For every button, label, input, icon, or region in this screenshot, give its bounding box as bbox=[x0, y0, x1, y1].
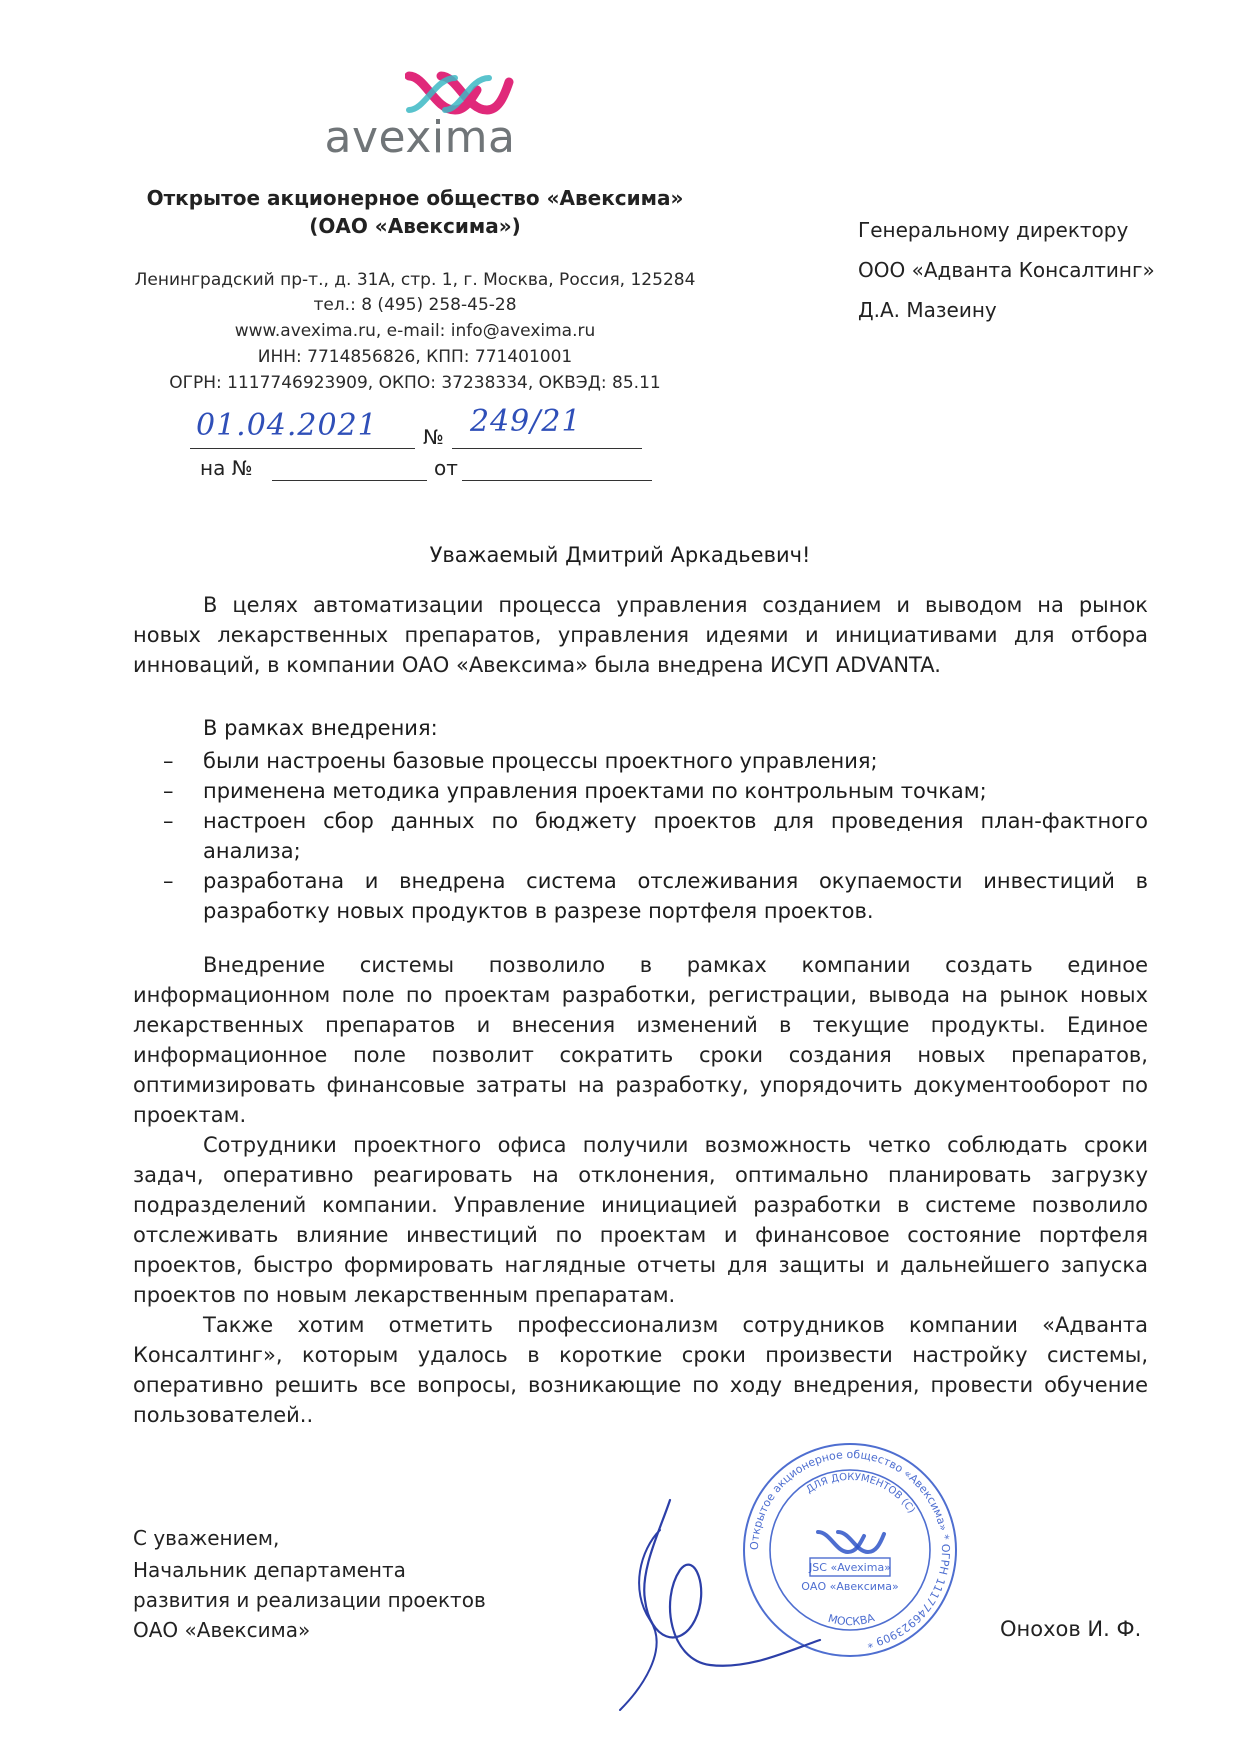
list-item: – применена методика управления проектами по контрольным точкам; bbox=[163, 779, 987, 803]
signer-title-line-2: развития и реализации проектов bbox=[133, 1588, 486, 1612]
logo-wordmark: avexima bbox=[324, 112, 516, 163]
addressee-company: ООО «Адванта Консалтинг» bbox=[858, 258, 1155, 282]
list-item: – были настроены базовые процессы проектного управления; bbox=[163, 749, 878, 773]
paragraph-3: Сотрудники проектного офиса получили возможность четко соблюдать сроки задач, оперативно реагировать на отклонения, оптимально планировать загрузку подразделений компании. Управление инициацией разработки в системе позволило отслеживать влияние инвестиций по проектам и финансовое состояние портфеля проектов, быстро формировать наглядные отчеты для защиты и дальнейшего запуска проектов по новым лекарственным препаратам. bbox=[133, 1133, 1148, 1307]
reference-label: на № bbox=[200, 456, 253, 480]
logo-mark-icon bbox=[405, 70, 515, 118]
company-phone: тел.: 8 (495) 258-45-28 bbox=[313, 295, 517, 315]
signer-name: Онохов И. Ф. bbox=[1000, 1617, 1142, 1641]
closing-regards: С уважением, bbox=[133, 1526, 280, 1550]
paragraph-2: Внедрение системы позволило в рамках компании создать единое информационном поле по проектам разработки, регистрации, вывода на рынок новых лекарственных препаратов и внесения изменений в текущие продукты. Единое информационное поле позволит сократить сроки создания новых препаратов, оптимизировать финансовые затраты на разработку, упорядочить документооборот по проектам. bbox=[133, 953, 1148, 1127]
list-item: – настроен сбор данных по бюджету проектов для проведения план-фактного анализа; bbox=[163, 809, 1148, 863]
list-item: – разработана и внедрена система отслеживания окупаемости инвестиций в разработку новых продуктов в разрезе портфеля проектов. bbox=[163, 869, 1148, 923]
paragraph-4: Также хотим отметить профессионализм сотрудников компании «Адванта Консалтинг», которым удалось в короткие сроки произвести настройку системы, оперативно решить все вопросы, возникающие по ходу внедрения, провести обучение пользователей.. bbox=[133, 1313, 1148, 1427]
signer-title-line-1: Начальник департамента bbox=[133, 1558, 406, 1582]
addressee-position: Генеральному директору bbox=[858, 218, 1129, 242]
implementation-list bbox=[133, 746, 1148, 926]
date-underline bbox=[190, 448, 415, 449]
number-label: № bbox=[423, 425, 444, 449]
svg-text:Открытое акционерное общество: Открытое акционерное общество «Авексима» * ОГРН 1117746923909 * bbox=[747, 1447, 953, 1651]
company-name: Открытое акционерное общество «Авексима» bbox=[146, 186, 684, 210]
handwritten-signature bbox=[600, 1490, 830, 1720]
reference-underline bbox=[272, 480, 427, 481]
letter-number: 249/21 bbox=[470, 404, 582, 439]
company-inn: ИНН: 7714856826, КПП: 771401001 bbox=[257, 347, 573, 367]
company-logo bbox=[310, 70, 530, 163]
company-web: www.avexima.ru, e-mail: info@avexima.ru bbox=[234, 321, 596, 341]
company-ogrn: ОГРН: 1117746923909, ОКПО: 37238334, ОКВЭД: 85.11 bbox=[169, 373, 661, 393]
svg-text:JSC «Avexima»: JSC «Avexima» bbox=[809, 1561, 891, 1574]
reference-from-label: от bbox=[434, 456, 458, 480]
addressee-name: Д.А. Мазеину bbox=[858, 298, 997, 322]
number-underline bbox=[452, 448, 642, 449]
company-short-name: (ОАО «Авексима») bbox=[309, 214, 521, 238]
signer-title-line-3: ОАО «Авексима» bbox=[133, 1618, 311, 1642]
reference-date-underline bbox=[462, 480, 652, 481]
paragraph-1: В целях автоматизации процесса управления созданием и выводом на рынок новых лекарственных препаратов, управления идеями и инициативами для отбора инноваций, в компании ОАО «Авексима» была внедрена ИСУП ADVANTA. bbox=[133, 593, 1148, 677]
greeting: Уважаемый Дмитрий Аркадьевич! bbox=[429, 543, 811, 567]
letter-date: 01.04.2021 bbox=[196, 408, 378, 443]
company-address: Ленинградский пр-т., д. 31А, стр. 1, г. Москва, Россия, 125284 bbox=[134, 270, 696, 290]
svg-text:ДЛЯ ДОКУМЕНТОВ (С): ДЛЯ ДОКУМЕНТОВ (С) bbox=[804, 1471, 917, 1516]
svg-text:ОАО «Авексима»: ОАО «Авексима» bbox=[801, 1580, 899, 1593]
svg-text:МОСКВА: МОСКВА bbox=[826, 1611, 877, 1629]
bullets-intro: В рамках внедрения: bbox=[203, 716, 438, 740]
